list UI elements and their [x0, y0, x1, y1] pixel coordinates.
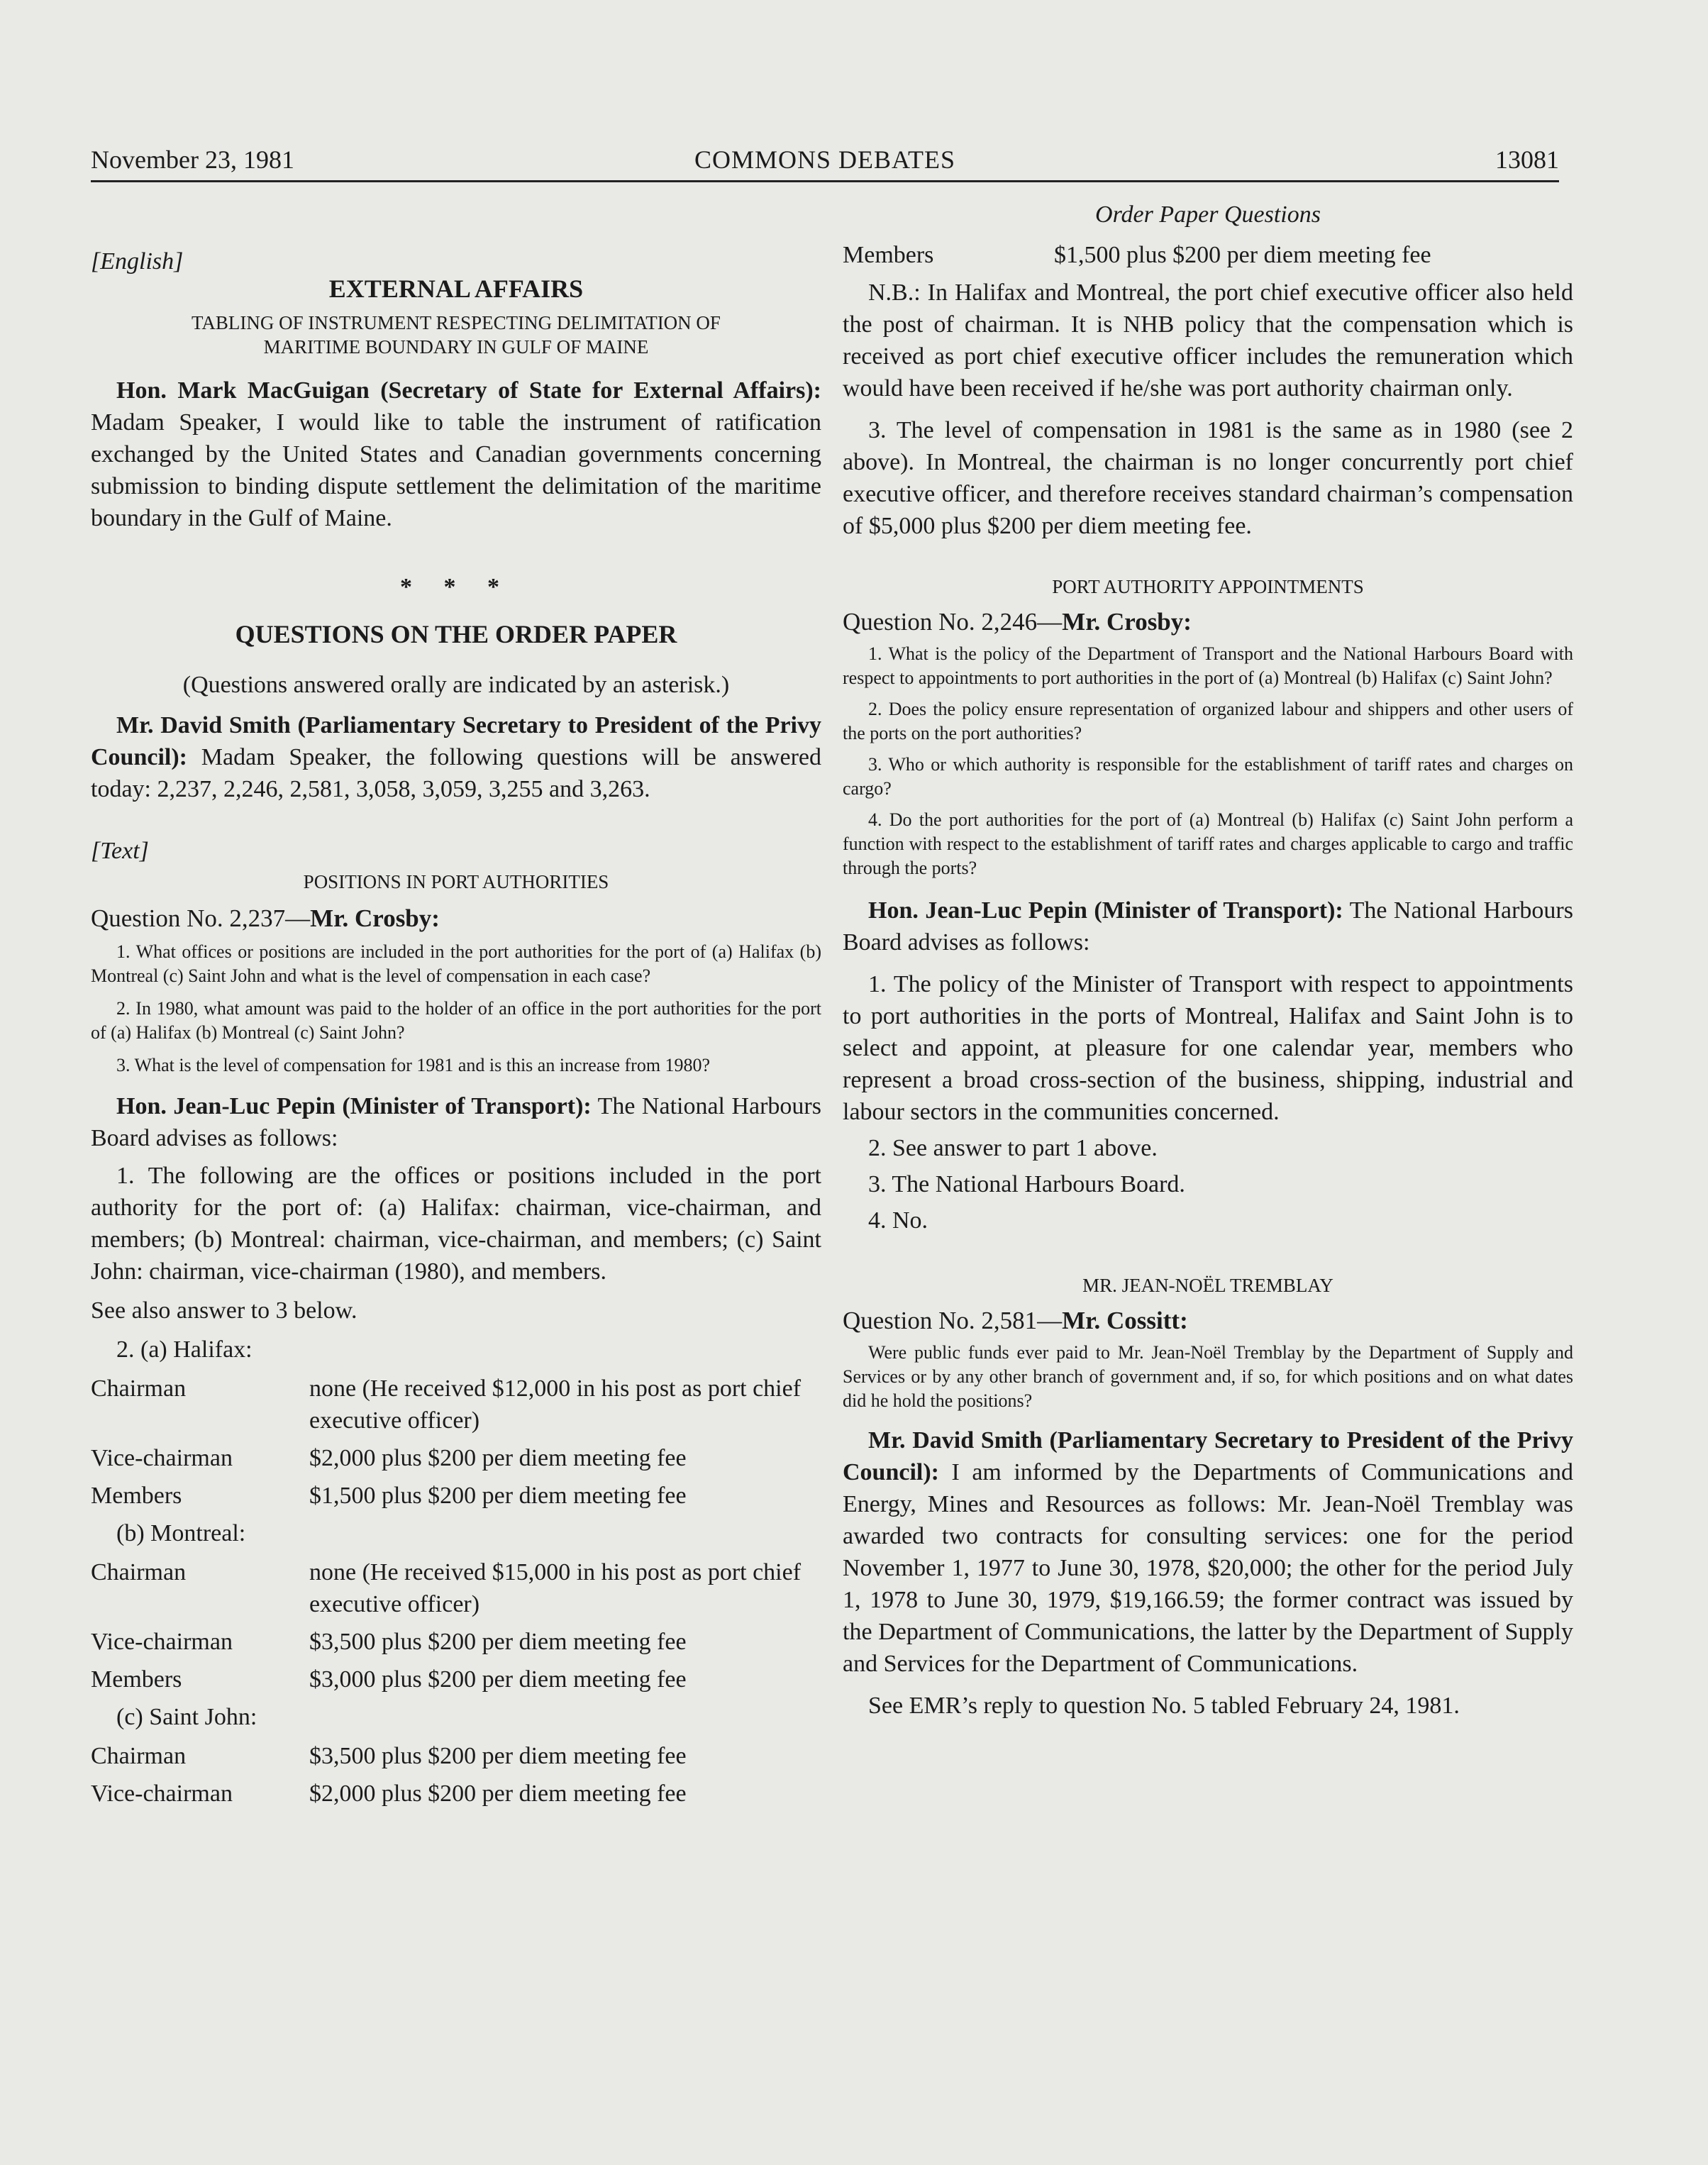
- compensation-value: $2,000 plus $200 per diem meeting fee: [309, 1781, 687, 1807]
- table-row: [91, 1556, 821, 1620]
- question-2581-heading: [843, 1305, 1573, 1336]
- section-port-authority-appointments: PORT AUTHORITY APPOINTMENTS: [1052, 576, 1364, 597]
- paragraph-text: The National Harbours Board advises as follows:: [843, 897, 1573, 956]
- speaker-name: Mr. David Smith (Parliamentary Secretary to President of the Privy Council):: [91, 712, 821, 770]
- question-2246-heading: [843, 606, 1573, 638]
- table-row: [91, 1778, 821, 1810]
- paragraph-text: The National Harbours Board advises as follows:: [91, 1093, 821, 1151]
- paragraph-text: Madam Speaker, I would like to table the instrument of ratification exchanged by the United States and Canadian governments concerning submission to binding dispute settlement the delimitation of the maritime boundary in the Gulf of Maine.: [91, 409, 821, 531]
- question-2581-text: Were public funds ever paid to Mr. Jean-Noël Tremblay by the Department of Supply and Services or by any other branch of government and, if so, for which positions and on what dates did he hold the positions?: [843, 1342, 1573, 1411]
- question-item: 1. What is the policy of the Department of Transport and the National Harbours Board with respect to appointments to port authorities in the port of (a) Montreal (b) Halifax (c) Saint John?: [843, 643, 1573, 688]
- section-subtitle-line2: MARITIME BOUNDARY IN GULF OF MAINE: [263, 336, 649, 358]
- section-external-affairs: EXTERNAL AFFAIRS: [328, 275, 584, 303]
- answer2-part-3: 3. The National Harbours Board.: [868, 1171, 1185, 1197]
- section-questions-order-paper: QUESTIONS ON THE ORDER PAPER: [235, 620, 677, 648]
- running-head: Order Paper Questions: [1095, 201, 1321, 228]
- emr-reply-note: See EMR’s reply to question No. 5 tabled February 24, 1981.: [868, 1693, 1460, 1719]
- halifax-table: [91, 1373, 821, 1512]
- smith-answer-paragraph: [843, 1424, 1573, 1680]
- table-row: [91, 1663, 821, 1695]
- asterisk-note: (Questions answered orally are indicated by an asterisk.): [182, 672, 730, 698]
- header-page-number: 13081: [1495, 145, 1559, 174]
- speaker-name: Mr. David Smith (Parliamentary Secretary to President of the Privy Council):: [843, 1427, 1573, 1485]
- position-label: Members: [91, 1666, 182, 1693]
- table-row: [843, 239, 1573, 271]
- answer-part-1: 1. The following are the offices or positions included in the port authority for the port of: (a) Halifax: chairman, vice-chairman, and members; (b) Montreal: chairman, vice-chairman, and members; (c) Saint John: chairman, vice-chairman (1980), and members.: [91, 1163, 821, 1285]
- position-label: Chairman: [91, 1375, 187, 1402]
- pepin-answer2-intro: [843, 895, 1573, 958]
- question-label: Question No. 2,581—: [843, 1307, 1063, 1334]
- position-label: Vice-chairman: [91, 1445, 233, 1471]
- question-member: Mr. Crosby:: [310, 904, 440, 932]
- compensation-value: $1,500 plus $200 per diem meeting fee: [1054, 242, 1431, 268]
- compensation-value: $1,500 plus $200 per diem meeting fee: [309, 1483, 687, 1509]
- table-row: [91, 1373, 821, 1436]
- question-2237-heading: [91, 902, 821, 934]
- question-item: 4. Do the port authorities for the port of (a) Montreal (b) Halifax (c) Saint John perform a function with respect to the establishment of tariff rates and charges applicable to cargo and traffic through the ports?: [843, 809, 1573, 878]
- compensation-value: $3,500 plus $200 per diem meeting fee: [309, 1629, 687, 1655]
- question-item: 1. What offices or positions are included in the port authorities for the port of (a) Halifax (b) Montreal (c) Saint John and what is the level of compensation in each case?: [91, 941, 821, 986]
- compensation-value: none (He received $12,000 in his post as port chief executive officer): [309, 1375, 802, 1434]
- saint-john-heading: (c) Saint John:: [116, 1704, 257, 1730]
- speaker-name: Hon. Jean-Luc Pepin (Minister of Transport):: [116, 1093, 592, 1119]
- position-label: Chairman: [91, 1559, 187, 1585]
- compensation-value: none (He received $15,000 in his post as port chief executive officer): [309, 1559, 802, 1617]
- left-column: [91, 199, 821, 1810]
- language-tag: [English]: [91, 248, 184, 275]
- answer-part-3: 3. The level of compensation in 1981 is the same as in 1980 (see 2 above). In Montreal, the chairman is no longer concurrently port chief executive officer, and therefore receives standard chairman’s compensation of $5,000 plus $200 per diem meeting fee.: [843, 417, 1573, 539]
- question-item: 3. What is the level of compensation for 1981 and is this an increase from 1980?: [116, 1055, 711, 1075]
- position-label: Vice-chairman: [91, 1781, 233, 1807]
- table-row: [91, 1442, 821, 1474]
- right-column: [843, 199, 1573, 1722]
- question-member: Mr. Crosby:: [1062, 608, 1192, 636]
- saint-john-table: [91, 1740, 821, 1810]
- question-2237-items: [91, 940, 821, 1078]
- question-item: 2. Does the policy ensure representation of organized labour and shippers and other users of the ports on the port authorities?: [843, 699, 1573, 743]
- header-title: COMMONS DEBATES: [694, 145, 956, 174]
- macguigan-paragraph: [91, 375, 821, 534]
- paragraph-text: Madam Speaker, the following questions will be answered today: 2,237, 2,246, 2,581, 3,058, 3,059, 3,255 and 3,263.: [91, 744, 821, 802]
- question-label: Question No. 2,237—: [91, 904, 311, 932]
- question-2246-items: [843, 642, 1573, 880]
- section-subtitle-line1: TABLING OF INSTRUMENT RESPECTING DELIMITATION OF: [192, 312, 721, 333]
- see-also-note: See also answer to 3 below.: [91, 1297, 357, 1324]
- question-member: Mr. Cossitt:: [1062, 1307, 1188, 1334]
- smith-paragraph: [91, 709, 821, 805]
- table-row: [91, 1740, 821, 1772]
- section-divider-stars: * * *: [400, 574, 512, 600]
- nb-paragraph: N.B.: In Halifax and Montreal, the port chief executive officer also held the post of chairman. It is NHB policy that the compensation which is received as port chief executive officer includes the remuneration which would have been received if he/she was port authority chairman only.: [843, 279, 1573, 402]
- position-label: Chairman: [91, 1743, 187, 1769]
- montreal-table: [91, 1556, 821, 1695]
- speaker-name: Hon. Mark MacGuigan (Secretary of State for External Affairs):: [116, 377, 821, 404]
- text-tag: [Text]: [91, 838, 149, 864]
- montreal-heading: (b) Montreal:: [116, 1520, 246, 1546]
- section-jean-noel-tremblay: MR. JEAN-NOËL TREMBLAY: [1082, 1275, 1333, 1296]
- table-row: [91, 1626, 821, 1658]
- compensation-value: $3,000 plus $200 per diem meeting fee: [309, 1666, 687, 1693]
- answer2-part-4: 4. No.: [868, 1207, 928, 1234]
- position-label: Vice-chairman: [91, 1629, 233, 1655]
- speaker-name: Hon. Jean-Luc Pepin (Minister of Transport):: [868, 897, 1343, 924]
- answer2-part-1: 1. The policy of the Minister of Transport with respect to appointments to port authorities in the ports of Montreal, Halifax and Saint John is to select and appoint, at pleasure for one calendar year, members who represent a broad cross-section of the business, shipping, industrial and labour sectors in the communities concerned.: [843, 971, 1573, 1125]
- position-label: Members: [843, 242, 934, 268]
- question-label: Question No. 2,246—: [843, 608, 1063, 636]
- halifax-heading: 2. (a) Halifax:: [116, 1336, 253, 1363]
- compensation-value: $2,000 plus $200 per diem meeting fee: [309, 1445, 687, 1471]
- header-date: November 23, 1981: [91, 145, 294, 174]
- page-header: [91, 145, 1559, 182]
- question-item: 3. Who or which authority is responsible for the establishment of tariff rates and charges on cargo?: [843, 754, 1573, 799]
- compensation-value: $3,500 plus $200 per diem meeting fee: [309, 1743, 687, 1769]
- pepin-answer-intro: [91, 1090, 821, 1154]
- position-label: Members: [91, 1483, 182, 1509]
- section-positions-port-authorities: POSITIONS IN PORT AUTHORITIES: [303, 871, 609, 892]
- paragraph-text: I am informed by the Departments of Communications and Energy, Mines and Resources as follows: Mr. Jean-Noël Tremblay was awarded two contracts for consulting services: one for the period November 1, 1977 to June 30, 1978, $20,000; the other for the period July 1, 1978 to June 30, 1979, $19,166.59; the former contract was issued by the Department of Communications, the latter by the Department of Supply and Services for the Department of Communications.: [843, 1459, 1573, 1677]
- question-item: 2. In 1980, what amount was paid to the holder of an office in the port authorities for the port of (a) Halifax (b) Montreal (c) Saint John?: [91, 998, 821, 1043]
- answer2-part-2: 2. See answer to part 1 above.: [868, 1135, 1158, 1161]
- table-row: [91, 1480, 821, 1512]
